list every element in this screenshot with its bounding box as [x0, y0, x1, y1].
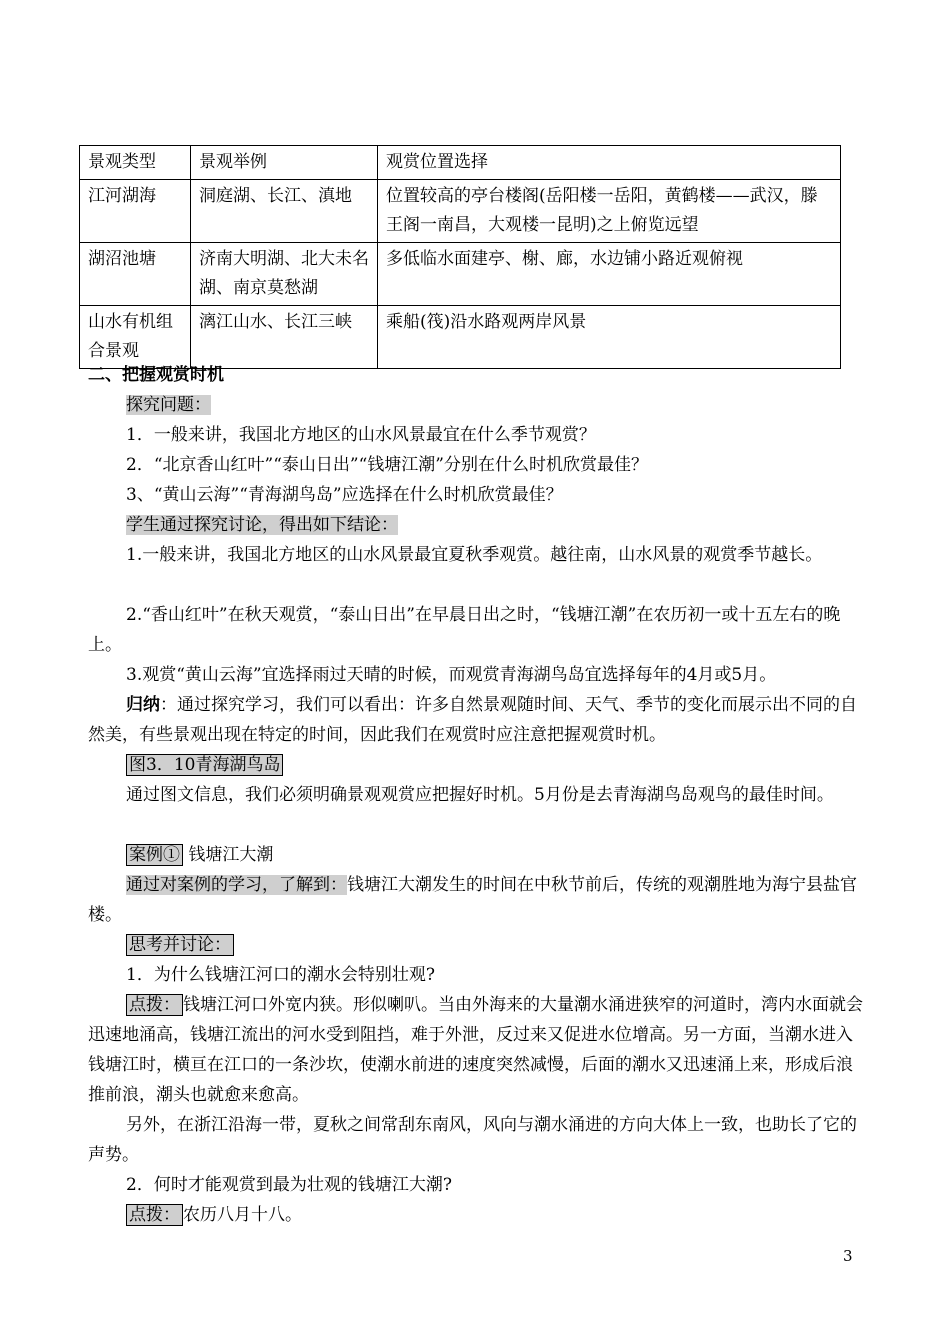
figure-label: 图3．10青海湖鸟岛 — [126, 754, 283, 776]
table-header-row — [80, 146, 841, 180]
hint-answer: 农历八月十八。 — [183, 1205, 302, 1225]
table-row — [80, 243, 841, 306]
hint-paragraph-continued: 另外，在浙江沿海一带，夏秋之间常刮东南风，风向与潮水涌进的方向大体上一致，也助长了它的声势。 — [88, 1115, 857, 1165]
hint-label: 点拨： — [126, 1204, 183, 1226]
case-learn-label: 通过对案例的学习，了解到： — [126, 875, 347, 895]
hint-paragraph — [88, 990, 863, 1110]
discuss-question: 1．为什么钱塘江河口的潮水会特别壮观? — [126, 965, 435, 985]
question-item: 3、“黄山云海”“青海湖鸟岛”应选择在什么时机欣赏最佳？ — [126, 485, 563, 505]
conclusion-label: 学生通过探究讨论，得出如下结论： — [126, 515, 398, 535]
figure-text: 通过图文信息，我们必须明确景观观赏应把握好时机。5月份是去青海湖鸟岛观鸟的最佳时间。 — [126, 785, 834, 805]
case-line — [88, 840, 863, 870]
table-cell: 乘船(筏)沿水路观两岸风景 — [378, 306, 841, 369]
summary-paragraph — [88, 690, 863, 750]
table-cell: 湖沼池塘 — [80, 243, 191, 306]
case-title: 钱塘江大潮 — [183, 845, 274, 865]
table-cell: 洞庭湖、长江、滇地 — [191, 180, 378, 243]
conclusion-item: 1.一般来讲，我国北方地区的山水风景最宜夏秋季观赏。越往南，山水风景的观赏季节越长。 — [126, 545, 823, 565]
table-cell: 位置较高的亭台楼阁(岳阳楼一岳阳，黄鹤楼——武汉，滕王阁一南昌，大观楼一昆明)之上俯览远望 — [378, 180, 841, 243]
explore-label: 探究问题： — [126, 395, 211, 415]
conclusion-label-line — [88, 510, 863, 540]
summary-text: ：通过探究学习，我们可以看出：许多自然景观随时间、天气、季节的变化而展示出不同的自然美，有些景观出现在特定的时间，因此我们在观赏时应注意把握观赏时机。 — [88, 695, 857, 745]
table-header: 观赏位置选择 — [378, 146, 841, 180]
discuss-label-line — [88, 930, 863, 960]
page-number: 3 — [843, 1247, 853, 1265]
hint-label: 点拨： — [126, 994, 183, 1016]
hint-answer-line — [88, 1200, 863, 1230]
conclusion-item: 3.观赏“黄山云海”宜选择雨过天晴的时候，而观赏青海湖鸟岛宜选择每年的4月或5月。 — [126, 665, 777, 685]
question-item: 1．一般来讲，我国北方地区的山水风景最宜在什么季节观赏？ — [126, 425, 596, 445]
conclusion-item: 2.“香山红叶”在秋天观赏，“泰山日出”在早晨日出之时，“钱塘江潮”在农历初一或十五左右的晚上。 — [88, 605, 841, 655]
table-header: 景观举例 — [191, 146, 378, 180]
table-cell: 山水有机组合景观 — [80, 306, 191, 369]
landscape-table — [79, 145, 841, 369]
table-cell: 济南大明湖、北大未名湖、南京莫愁湖 — [191, 243, 378, 306]
summary-label: 归纳 — [126, 695, 160, 715]
discuss-question: 2．何时才能观赏到最为壮观的钱塘江大潮? — [126, 1175, 452, 1195]
figure-caption-line — [88, 750, 863, 780]
case-label: 案例① — [126, 844, 183, 866]
section-heading: 二、把握观赏时机 — [88, 365, 224, 385]
case-learn-paragraph — [88, 870, 863, 930]
question-item: 2．“北京香山红叶”“泰山日出”“钱塘江潮”分别在什么时机欣赏最佳？ — [126, 455, 648, 475]
table-cell: 多低临水面建亭、榭、廊，水边铺小路近观俯视 — [378, 243, 841, 306]
hint-text: 钱塘江河口外宽内狭。形似喇叭。当由外海来的大量潮水涌进狭窄的河道时，湾内水面就会迅速地涌高，钱塘江流出的河水受到阻挡，难于外泄，反过来又促进水位增高。另一方面，当潮水进入钱塘江时，横亘在江口的一条沙坎，使潮水前进的速度突然减慢，后面的潮水又迅速涌上来，形成后浪推前浪，潮头也就愈来愈高。 — [88, 995, 863, 1105]
table-header: 景观类型 — [80, 146, 191, 180]
explore-label-line — [88, 390, 863, 420]
table-cell: 江河湖海 — [80, 180, 191, 243]
table-row — [80, 180, 841, 243]
table-cell: 漓江山水、长江三峡 — [191, 306, 378, 369]
case-learn-text: 钱塘江大潮发生的时间在中秋节前后，传统的观潮胜地为海宁县盐官楼。 — [88, 875, 857, 925]
discuss-label: 思考并讨论： — [126, 934, 234, 956]
